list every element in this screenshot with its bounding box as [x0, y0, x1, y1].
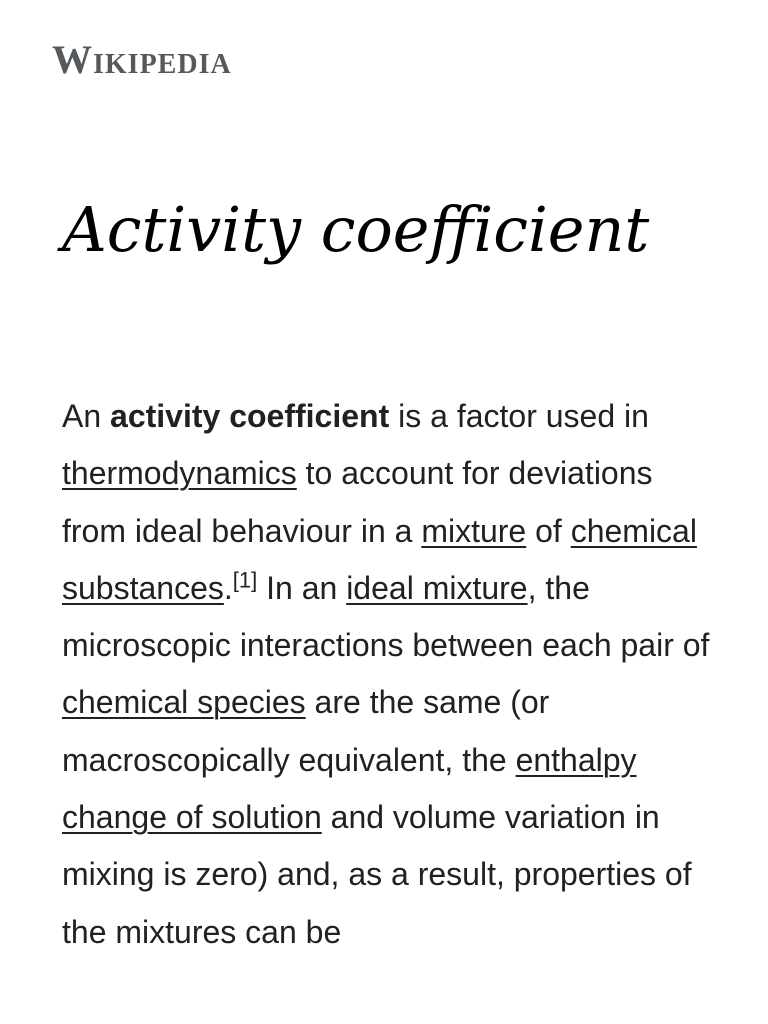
- link-mixture[interactable]: mixture: [421, 512, 527, 549]
- text-segment: and volume variation in mixing is zero) and, as a result, properties of the mixtures can be: [62, 799, 692, 950]
- text-segment: , the microscopic interactions between each pair of: [62, 569, 710, 664]
- text-segment: to account for deviations from ideal behaviour in a: [62, 455, 653, 549]
- article-intro-paragraph: [62, 388, 712, 961]
- citation-1[interactable]: [233, 567, 257, 592]
- text-segment: In an: [257, 569, 347, 606]
- link-chemical-substances[interactable]: chemical substances: [62, 512, 697, 606]
- text-segment: is a factor used in: [389, 398, 649, 434]
- text-segment: are the same (or macroscopically equivalent, the: [62, 684, 550, 778]
- link-chemical-species[interactable]: chemical species: [62, 684, 306, 721]
- text-segment: .: [223, 569, 233, 606]
- wikipedia-logo[interactable]: Wikipedia: [52, 37, 232, 82]
- link-enthalpy-change-of-solution[interactable]: enthalpy change of solution: [62, 741, 637, 836]
- text-segment: of: [526, 512, 571, 549]
- page-title: Activity coefficient: [62, 193, 650, 266]
- text-segment: An: [62, 398, 111, 434]
- link-ideal-mixture[interactable]: ideal mixture: [346, 569, 528, 606]
- link-thermodynamics[interactable]: thermodynamics: [62, 455, 297, 492]
- citation-link-1[interactable]: [1]: [232, 567, 258, 593]
- bold-term: activity coefficient: [110, 398, 390, 434]
